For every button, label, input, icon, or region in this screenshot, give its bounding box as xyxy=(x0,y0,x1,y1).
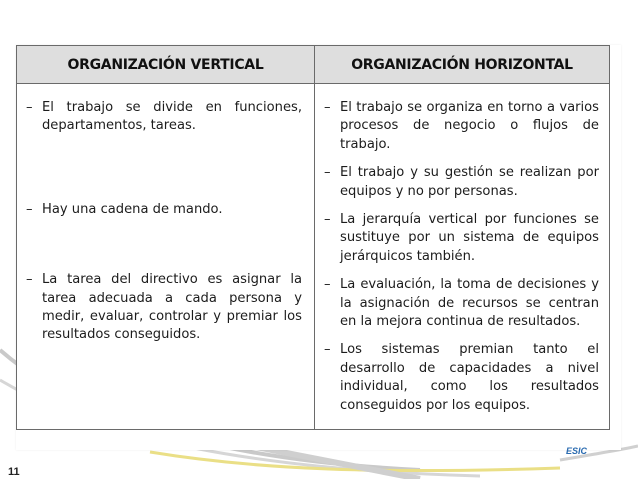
list-item-text: La evaluación, la toma de decisiones y la asignación de recursos se centran en la mejora continua de resultados. xyxy=(340,277,599,330)
list-item xyxy=(324,276,599,331)
list-bullet: – xyxy=(324,342,331,358)
list-bullet: – xyxy=(324,277,331,293)
list-item-text: Los sistemas premian tanto el desarrollo de capacidades a nivel individual, como los resultados conseguidos por los equipos. xyxy=(340,342,599,413)
header-vertical: ORGANIZACIÓN VERTICAL xyxy=(17,46,315,84)
list-item xyxy=(26,99,302,136)
list-item-text: La jerarquía vertical por funciones se sustituye por un sistema de equipos jerárquicos también. xyxy=(340,212,599,264)
list-item xyxy=(26,271,302,345)
vertical-column xyxy=(17,84,315,430)
list-item-text: La tarea del directivo es asignar la tarea adecuada a cada persona y medir, evaluar, controlar y premiar los resultados conseguidos. xyxy=(42,272,302,343)
list-bullet: – xyxy=(26,100,33,115)
list-item xyxy=(324,341,599,415)
comparison-table xyxy=(16,45,610,430)
list-bullet: – xyxy=(324,212,331,228)
list-item-text: El trabajo y su gestión se realizan por equipos y no por personas. xyxy=(340,165,599,199)
list-item-text: El trabajo se organiza en torno a varios procesos de negocio o flujos de trabajo. xyxy=(340,100,599,152)
list-bullet: – xyxy=(26,201,33,217)
list-item xyxy=(324,211,599,266)
table-header-row xyxy=(17,46,610,84)
horizontal-column xyxy=(315,84,610,430)
comparison-table-card xyxy=(16,45,621,450)
list-item xyxy=(324,164,599,201)
list-item-text: El trabajo se divide en funciones, departamentos, tareas. xyxy=(42,100,302,134)
list-item-text: Hay una cadena de mando. xyxy=(42,201,223,217)
header-horizontal: ORGANIZACIÓN HORIZONTAL xyxy=(315,46,610,84)
slide-number: 11 xyxy=(8,466,20,478)
list-bullet: – xyxy=(26,272,33,288)
list-item xyxy=(26,201,302,219)
list-bullet: – xyxy=(324,100,331,115)
table-body-row xyxy=(17,84,610,430)
list-item xyxy=(324,99,599,154)
list-bullet: – xyxy=(324,165,331,181)
logo: ESIC xyxy=(566,446,588,456)
